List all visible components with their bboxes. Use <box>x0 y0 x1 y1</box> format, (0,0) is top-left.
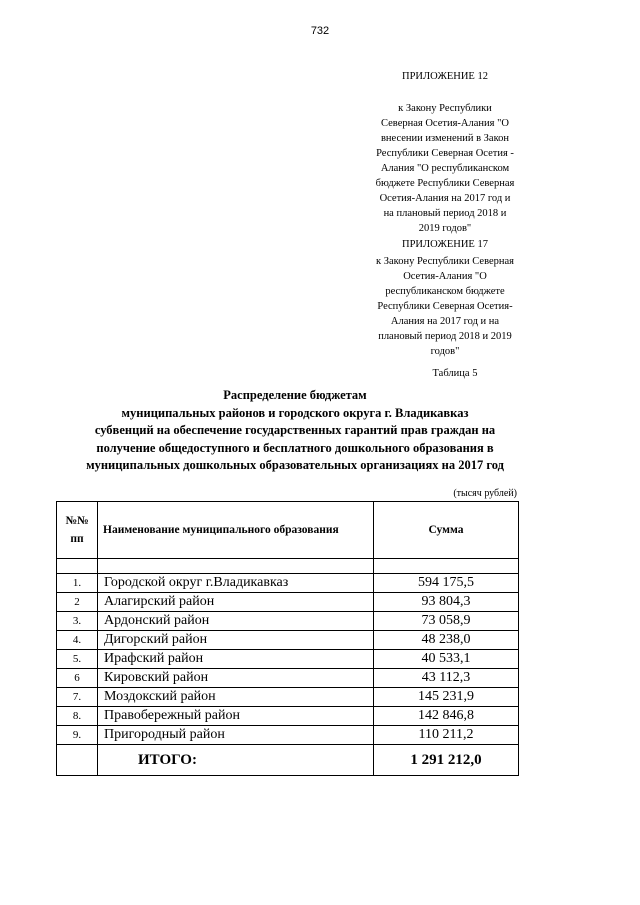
row-number: 5. <box>57 650 98 669</box>
appendix-12-line: внесении изменений в Закон <box>380 133 510 144</box>
row-amount: 40 533,1 <box>374 650 519 669</box>
row-amount: 594 175,5 <box>374 574 519 593</box>
total-row <box>57 745 519 776</box>
appendix-12-line: на плановый период 2018 и <box>383 208 507 219</box>
heading-line: получение общедоступного и бесплатного дошкольного образования в <box>96 440 494 455</box>
row-number: 2 <box>57 593 98 612</box>
row-name: Дигорский район <box>98 631 374 650</box>
heading-line: субвенций на обеспечение государственных гарантий прав граждан на <box>94 423 496 437</box>
table-row <box>57 707 519 726</box>
table-row <box>57 669 519 688</box>
row-name: Пригородный район <box>98 726 374 745</box>
row-name: Кировский район <box>98 669 374 688</box>
appendix-17-line: плановый период 2018 и 2019 <box>378 331 512 342</box>
document-heading <box>60 387 530 475</box>
row-amount: 73 058,9 <box>374 612 519 631</box>
row-number: 4. <box>57 631 98 650</box>
heading-line: муниципальных дошкольных образовательных организациях на 2017 год <box>86 458 504 472</box>
row-name: Городской округ г.Владикавказ <box>98 574 374 593</box>
table-label: Таблица 5 <box>432 368 478 379</box>
table-row <box>57 726 519 745</box>
row-number: 6 <box>57 669 98 688</box>
header-amount: Сумма <box>374 502 519 559</box>
total-label: ИТОГО: <box>98 745 374 776</box>
page-number: 732 <box>310 25 330 37</box>
appendix-12-line: бюджете Республики Северная <box>375 178 515 189</box>
appendix-17-block <box>360 237 530 359</box>
header-number: №№ пп <box>57 502 98 559</box>
heading-line: муниципальных районов и городского округа г. Владикавказ <box>121 405 469 420</box>
header-name: Наименование муниципального образования <box>98 502 374 559</box>
row-number: 9. <box>57 726 98 745</box>
table-header-row <box>57 502 519 559</box>
row-amount: 48 238,0 <box>374 631 519 650</box>
distribution-table <box>56 501 519 776</box>
units-note: (тысяч рублей) <box>453 488 517 499</box>
appendix-12-line: Алания "О республиканском <box>380 163 510 174</box>
row-name: Моздокский район <box>98 688 374 707</box>
appendix-12-title: ПРИЛОЖЕНИЕ 12 <box>402 71 488 82</box>
appendix-17-title: ПРИЛОЖЕНИЕ 17 <box>402 239 488 250</box>
appendix-12-line: к Закону Республики <box>398 103 492 114</box>
total-amount: 1 291 212,0 <box>374 745 519 776</box>
row-name: Ирафский район <box>98 650 374 669</box>
appendix-17-line: Республики Северная Осетия- <box>377 301 513 312</box>
row-amount: 145 231,9 <box>374 688 519 707</box>
row-name: Алагирский район <box>98 593 374 612</box>
appendix-12-line: Республики Северная Осетия - <box>376 148 514 159</box>
row-number: 7. <box>57 688 98 707</box>
table-row <box>57 631 519 650</box>
heading-line: Распределение бюджетам <box>223 388 367 402</box>
appendix-12-line: 2019 годов" <box>418 223 472 234</box>
appendix-17-line: Осетия-Алания "О <box>403 271 487 282</box>
table-row <box>57 574 519 593</box>
table-row <box>57 593 519 612</box>
appendix-17-line: к Закону Республики Северная <box>376 256 514 267</box>
table-row <box>57 650 519 669</box>
row-amount: 110 211,2 <box>374 726 519 745</box>
row-number: 3. <box>57 612 98 631</box>
table-row <box>57 612 519 631</box>
appendix-12-block <box>360 69 530 236</box>
row-name: Правобережный район <box>98 707 374 726</box>
row-amount: 43 112,3 <box>374 669 519 688</box>
spacer-row <box>57 559 519 574</box>
row-number: 1. <box>57 574 98 593</box>
table-row <box>57 688 519 707</box>
appendix-17-line: годов" <box>430 346 460 357</box>
appendix-17-line: республиканском бюджете <box>385 286 505 297</box>
row-amount: 93 804,3 <box>374 593 519 612</box>
row-name: Ардонский район <box>98 612 374 631</box>
row-number: 8. <box>57 707 98 726</box>
row-amount: 142 846,8 <box>374 707 519 726</box>
appendix-17-line: Алания на 2017 год и на <box>390 316 500 327</box>
appendix-12-line: Северная Осетия-Алания "О <box>381 118 509 129</box>
appendix-12-line: Осетия-Алания на 2017 год и <box>379 193 511 204</box>
